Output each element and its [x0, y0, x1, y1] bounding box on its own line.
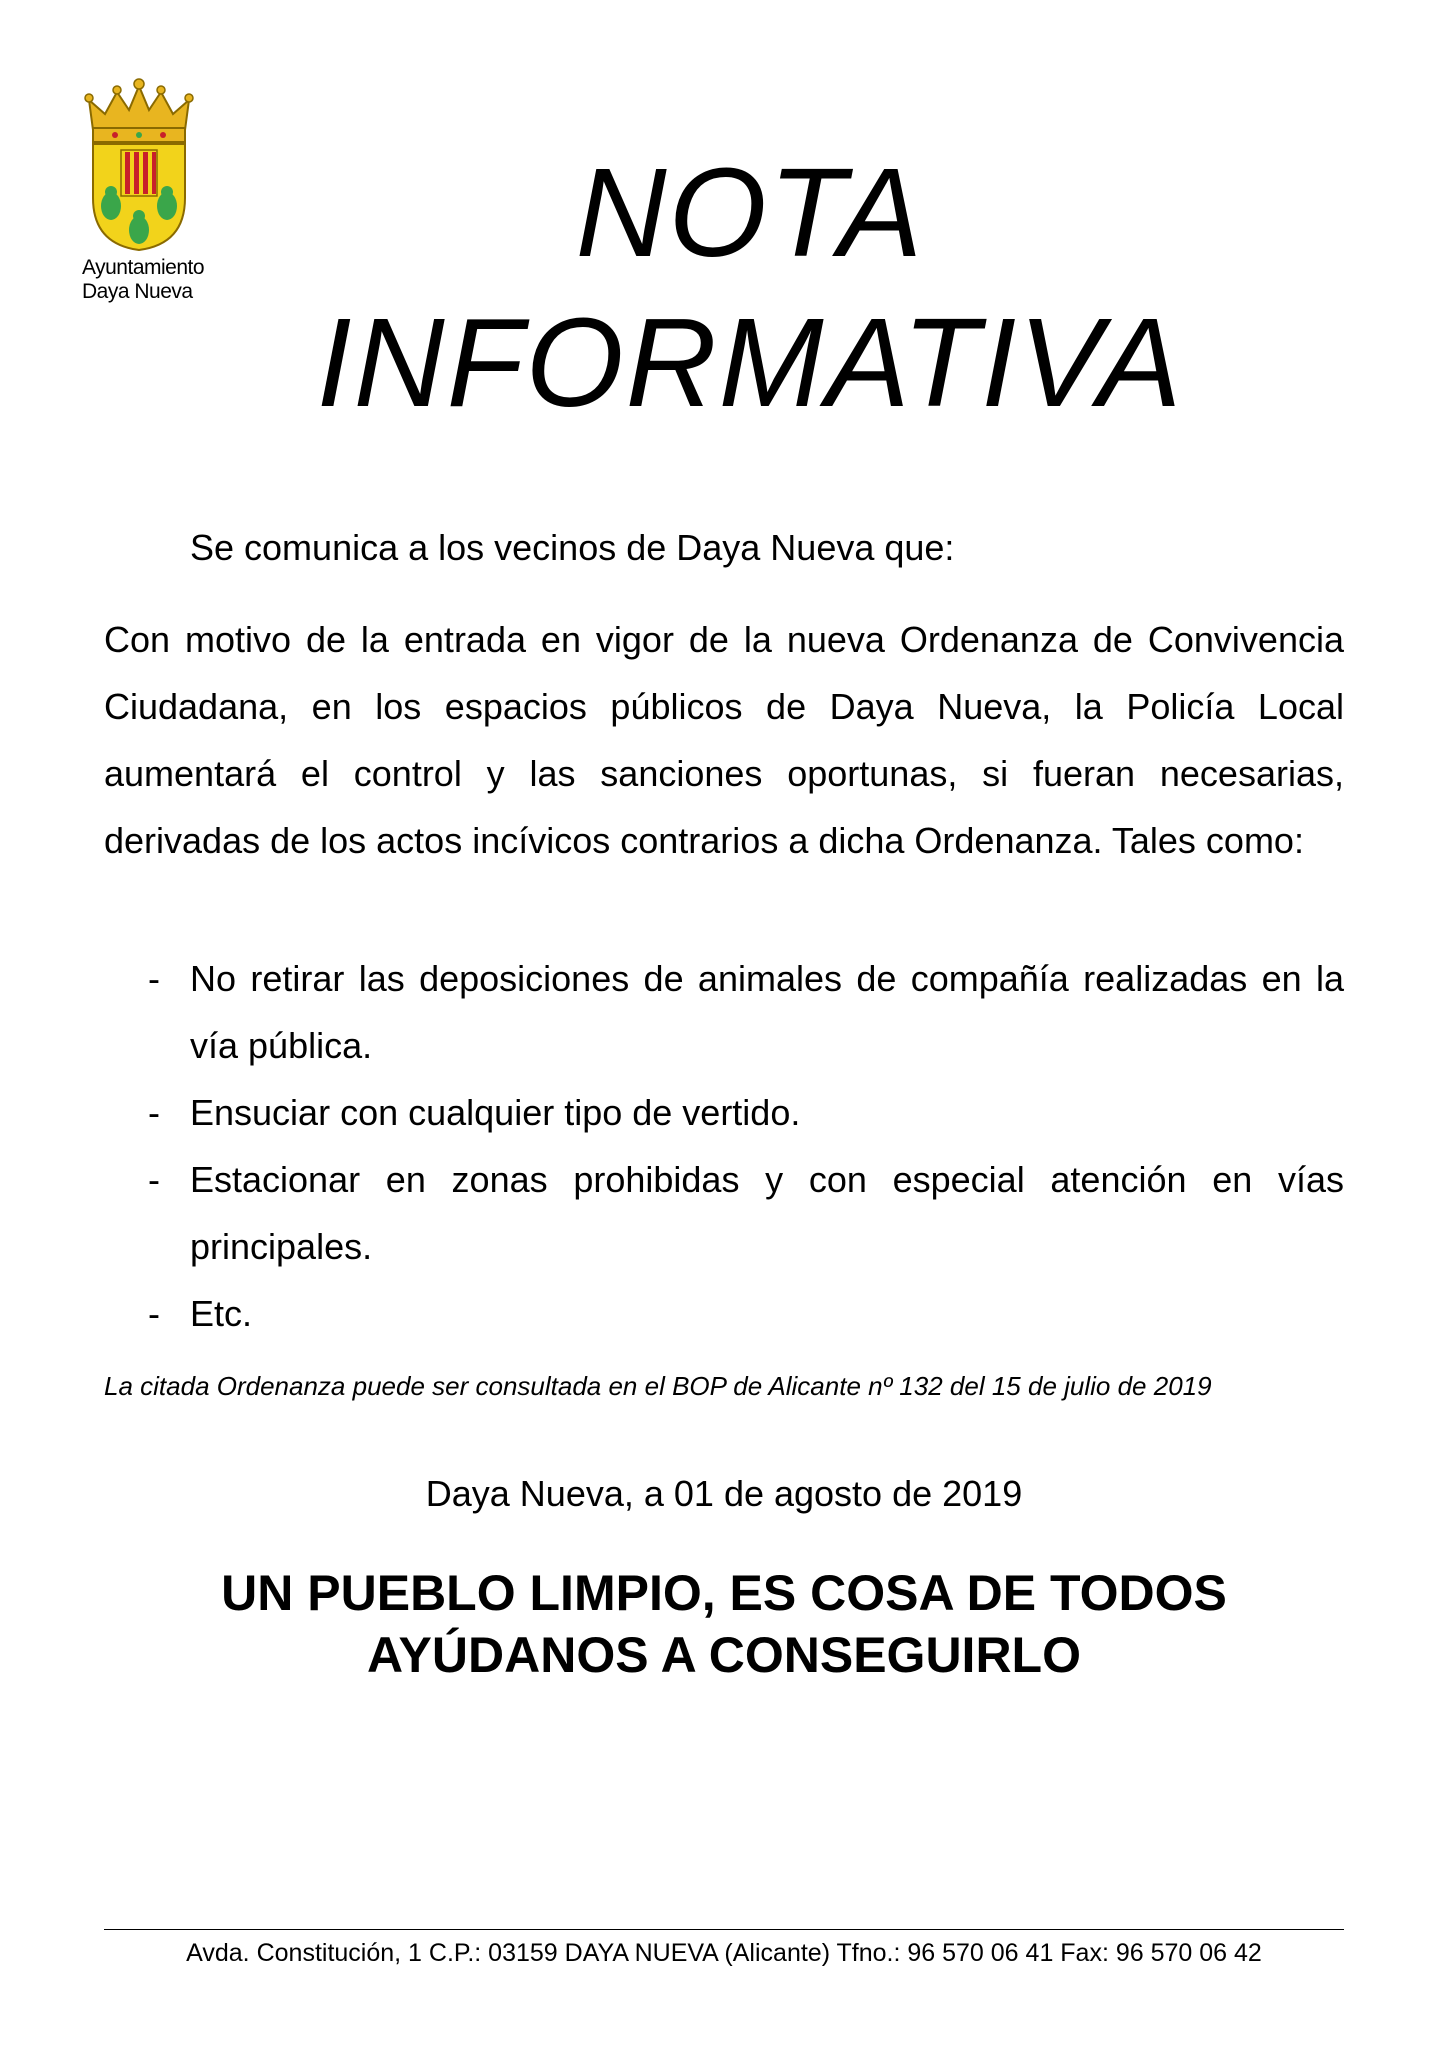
bullet-dash: - — [148, 958, 160, 999]
ordinance-note: La citada Ordenanza puede ser consultada en el BOP de Alicante nº 132 del 15 de julio de 2019 — [104, 1371, 1212, 1401]
bullet-dash: - — [148, 1092, 160, 1133]
list-item — [148, 1146, 1344, 1280]
municipal-logo — [64, 78, 214, 304]
list-item — [148, 945, 1344, 1079]
logo-caption — [64, 256, 214, 304]
bullet-dash: - — [148, 1293, 160, 1334]
list-item-text: No retirar las deposiciones de animales de compañía realizadas en la vía pública. — [190, 958, 1344, 1066]
crown-icon — [85, 79, 193, 142]
main-paragraph-text: Con motivo de la entrada en vigor de la nueva Ordenanza de Convivencia Ciudadana, en los espacios públicos de Daya Nueva, la Policía Local aumentará el control y las sanciones oportunas, si fueran necesarias, derivadas de los actos incívicos contrarios a dicha Ordenanza. Tales como: — [104, 619, 1344, 861]
list-item — [148, 1280, 1344, 1347]
list-item-text: Ensuciar con cualquier tipo de vertido. — [190, 1092, 801, 1133]
main-paragraph — [104, 606, 1344, 874]
slogan-line2: AYÚDANOS A CONSEGUIRLO — [367, 1627, 1081, 1683]
intro-text: Se comunica a los vecinos de Daya Nueva que: — [190, 527, 955, 568]
list-item-text: Estacionar en zonas prohibidas y con especial atención en vías principales. — [190, 1159, 1344, 1267]
title-line2: INFORMATIVA — [316, 292, 1184, 433]
list-item — [148, 1079, 1344, 1146]
logo-caption-line2: Daya Nueva — [82, 280, 193, 303]
infractions-list — [148, 945, 1344, 1347]
slogan — [0, 1562, 1448, 1686]
title-line1: NOTA — [575, 142, 925, 283]
bullet-dash: - — [148, 1159, 160, 1200]
coat-of-arms-icon — [79, 78, 199, 254]
page-title — [250, 138, 1250, 438]
footer-address: Avda. Constitución, 1 C.P.: 03159 DAYA NUEVA (Alicante) Tfno.: 96 570 06 41 Fax: 96 570 06 42 — [186, 1939, 1262, 1967]
date-line: Daya Nueva, a 01 de agosto de 2019 — [425, 1473, 1023, 1514]
footer-divider — [104, 1929, 1344, 1930]
list-item-text: Etc. — [190, 1293, 253, 1334]
logo-caption-line1: Ayuntamiento — [82, 256, 205, 279]
slogan-line1: UN PUEBLO LIMPIO, ES COSA DE TODOS — [221, 1565, 1227, 1621]
